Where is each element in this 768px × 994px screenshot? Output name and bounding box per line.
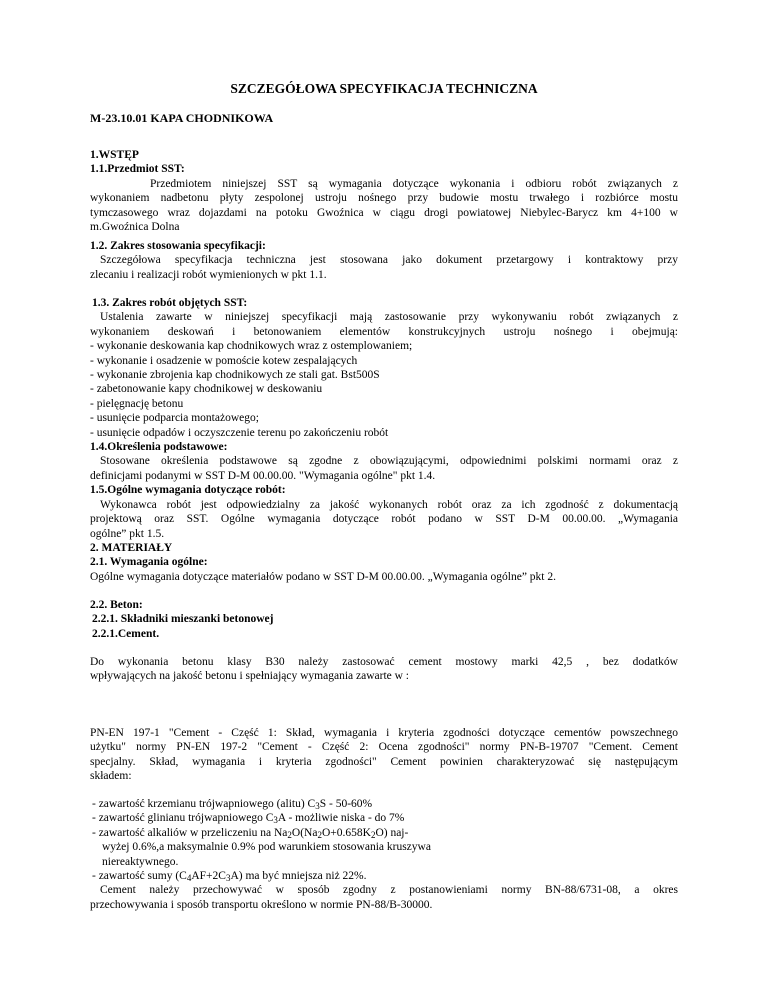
section-2-materials <box>90 541 678 584</box>
paragraph-1-1-line: wykonaniem nadbetonu płyty zespolonej ustroju nośnego przy budowie mostu trwałego i rozbiórce mostu <box>90 192 678 205</box>
list-item: - usunięcie odpadów i oczyszczenie terenu po zakończeniu robót <box>90 426 389 439</box>
list-item: - wykonanie deskowania kap chodnikowych wraz z ostemplowaniem; <box>90 340 413 353</box>
list-item: - zabetonowanie kapy chodnikowej w deskowaniu <box>90 383 323 396</box>
requirement-item: - zawartość sumy $(C_4AF+2C_3A)$ ma być mniejsza niż 22%. <box>92 870 367 884</box>
paragraph-2-1: Ogólne wymagania dotyczące materiałów podano w SST D-M 00.00.00. „Wymagania ogólne” pkt 2. <box>90 570 557 583</box>
paragraph-cement <box>90 655 678 684</box>
paragraph-norms-line: użytku" normy PN-EN 197-2 "Cement - Część 2: Ocena zgodności" normy PN-B-19707 "Cement. Cement <box>90 741 678 754</box>
paragraph-storage-line: przechowywania i sposób transportu określono w normie PN-88/B-30000. <box>90 898 433 911</box>
paragraph-1-1-line: tymczasowego wraz dojazdami na potoku Gwoźnica w ciągu drogi powiatowej Niebylec-Barycz km 4+100 w <box>90 206 678 219</box>
paragraph-1-5-line: projektową oraz SST. Ogólne wymagania dotyczące robót podano w SST D-M 00.00.00. „Wymagania <box>90 513 678 526</box>
list-item: - wykonanie i osadzenie w pomoście kotew zespalających <box>90 354 358 367</box>
paragraph-1-2-line: Szczegółowa specyfikacja techniczna jest stosowana jako dokument przetargowy i kontraktowy przy <box>100 254 678 267</box>
heading-1-4: 1.4.Określenia podstawowe: <box>90 441 228 454</box>
requirement-item-continued: niereaktywnego. <box>102 855 179 868</box>
paragraph-1-1-line: m.Gwoźnica Dolna <box>90 221 180 234</box>
heading-1-1: 1.1.Przedmiot SST: <box>90 163 185 176</box>
heading-2-2: 2.2. Beton: <box>90 599 143 611</box>
heading-1: 1.WSTĘP <box>90 149 139 161</box>
spec-code-title: M-23.10.01 KAPA CHODNIKOWA <box>90 111 274 125</box>
paragraph-1-2-line: zlecaniu i realizacji robót wymienionych w pkt 1.1. <box>90 268 327 281</box>
section-1-3 <box>90 296 678 541</box>
paragraph-1-4-line: definicjami podanymi w SST D-M 00.00.00. "Wymagania ogólne" pkt 1.4. <box>90 469 436 482</box>
heading-2-2-1-cement: 2.2.1.Cement. <box>92 627 160 640</box>
paragraph-norms-line: PN-EN 197-1 "Cement - Część 1: Skład, wymagania i kryteria zgodności dotyczące cementów powszechnego <box>90 727 678 739</box>
paragraph-cement-line: Do wykonania betonu klasy B30 należy zastosować cement mostowy marki 42,5 , bez dodatków <box>90 656 678 668</box>
section-1-2 <box>90 239 678 282</box>
paragraph-norms <box>90 726 678 784</box>
heading-2: 2. MATERIAŁY <box>90 542 173 554</box>
heading-1-3: 1.3. Zakres robót objętych SST: <box>92 297 248 309</box>
section-2-2 <box>90 598 678 641</box>
paragraph-norms-line: składem: <box>90 770 132 783</box>
paragraph-cement-line: wpływających na jakość betonu i spełniający wymagania zawarte w : <box>90 670 410 683</box>
cement-requirements <box>90 797 678 912</box>
paragraph-norms-line: specjalny. Skład, wymagania i kryteria zgodności" Cement powinien charakteryzować się następującym <box>90 755 678 768</box>
paragraph-1-5-line: ogólne” pkt 1.5. <box>90 527 165 540</box>
requirement-item: - zawartość alkaliów w przeliczeniu na $Na_2O(Na_2O+0.658K_2O)$ naj- <box>92 826 409 840</box>
document-title: SZCZEGÓŁOWA SPECYFIKACJA TECHNICZNA <box>230 81 538 96</box>
paragraph-1-5-line: Wykonawca robót jest odpowiedzialny za jakość wykonanych robót oraz za ich zgodność z dokumentacją <box>100 498 678 511</box>
paragraph-1-3-line: Ustalenia zawarte w niniejszej specyfikacji mają zastosowanie przy wykonywaniu robót związanych z <box>100 311 678 324</box>
paragraph-1-4-line: Stosowane określenia podstawowe są zgodne z obowiązującymi, odpowiednimi polskimi normami oraz z <box>100 455 678 468</box>
heading-2-2-1: 2.2.1. Składniki mieszanki betonowej <box>92 613 274 626</box>
list-item: - wykonanie zbrojenia kap chodnikowych ze stali gat. Bst500S <box>90 369 380 382</box>
section-1-intro <box>90 148 678 234</box>
paragraph-1-3-line: wykonaniem deskowań i betonowaniem elementów konstrukcyjnych ustroju nośnego i obejmują: <box>90 325 678 338</box>
heading-2-1: 2.1. Wymagania ogólne: <box>90 556 208 569</box>
heading-1-2: 1.2. Zakres stosowania specyfikacji: <box>90 240 266 252</box>
list-item: - usunięcie podparcia montażowego; <box>90 412 259 425</box>
requirement-item: - zawartość glinianu trójwapniowego $C_3A$ - możliwie niska - do 7% <box>92 812 405 826</box>
heading-1-5: 1.5.Ogólne wymagania dotyczące robót: <box>90 484 286 497</box>
list-item: - pielęgnację betonu <box>90 397 184 410</box>
requirement-item-continued: wyżej 0.6%,a maksymalnie 0.9% pod warunkiem stosowania kruszywa <box>102 841 431 854</box>
paragraph-1-1-line: Przedmiotem niniejszej SST są wymagania dotyczące wykonania i odbioru robót związanych z <box>150 177 678 190</box>
requirement-item: - zawartość krzemianu trójwapniowego (alitu) $C_3S - 50-60\%$ <box>92 798 373 811</box>
paragraph-storage-line: Cement należy przechowywać w sposób zgodny z postanowieniami normy BN-88/6731-08, a okres <box>100 884 678 897</box>
